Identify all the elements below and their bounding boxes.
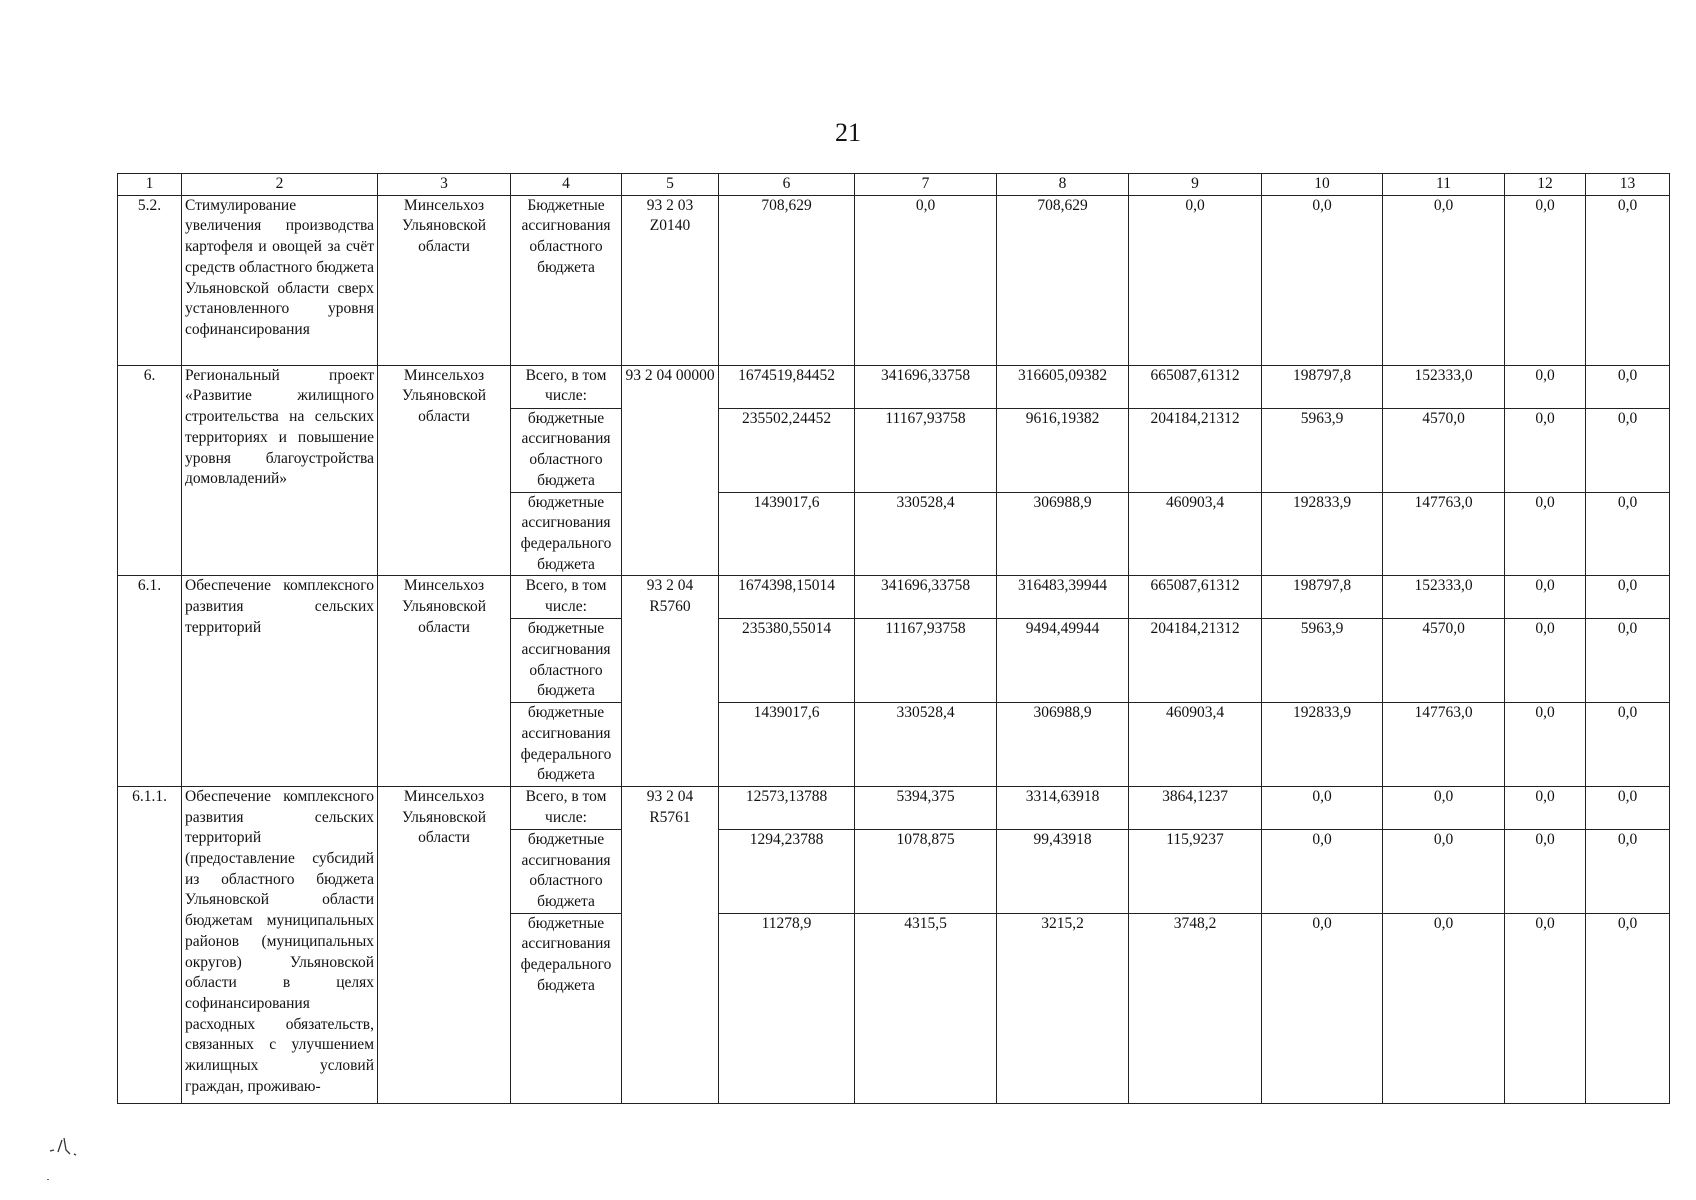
funding-source: бюджетные ассигнования областного бюджета [511,619,622,703]
value-cell: 708,629 [997,195,1129,365]
value-cell: 235380,55014 [719,619,855,703]
value-cell: 0,0 [855,195,997,365]
value-cell: 460903,4 [1129,703,1262,787]
value-cell: 0,0 [1505,703,1586,787]
header-cell: 11 [1383,174,1505,196]
value-cell: 341696,33758 [855,365,997,408]
funding-source: бюджетные ассигнования федерального бюджета [511,703,622,787]
value-cell: 0,0 [1262,195,1383,365]
header-cell: 1 [118,174,182,196]
value-cell: 147763,0 [1383,492,1505,576]
budget-code: 93 2 04 00000 [622,365,719,576]
value-cell: 665087,61312 [1129,365,1262,408]
value-cell: 4570,0 [1383,619,1505,703]
header-cell: 5 [622,174,719,196]
funding-source: Всего, в том числе: [511,576,622,619]
value-cell: 0,0 [1383,913,1505,1103]
value-cell: 0,0 [1586,195,1670,365]
row-number-text: 6.1. [137,577,162,595]
header-cell: 13 [1586,174,1670,196]
value-cell: 1078,875 [855,829,997,913]
value-cell: 0,0 [1586,703,1670,787]
value-cell: 4315,5 [855,913,997,1103]
funding-source: Всего, в том числе: [511,786,622,829]
funding-source: бюджетные ассигнования областного бюджета [511,408,622,492]
row-executor-text: Минсельхоз Ульяновской области [401,787,487,847]
value-cell: 306988,9 [997,703,1129,787]
table-row [118,576,1670,619]
value-cell: 192833,9 [1262,492,1383,576]
value-cell: 9494,49944 [997,619,1129,703]
value-cell: 330528,4 [855,703,997,787]
value-cell: 9616,19382 [997,408,1129,492]
value-cell: 152333,0 [1383,576,1505,619]
signature-mark [40,1110,100,1180]
value-cell: 152333,0 [1383,365,1505,408]
table-row [118,365,1670,408]
value-cell: 0,0 [1586,492,1670,576]
value-cell: 198797,8 [1262,576,1383,619]
row-number [118,786,182,1103]
value-cell: 0,0 [1505,619,1586,703]
row-executor-text: Минсельхоз Ульяновской области [401,366,487,426]
value-cell: 460903,4 [1129,492,1262,576]
value-cell: 0,0 [1586,576,1670,619]
value-cell: 11167,93758 [855,619,997,703]
budget-code: 93 2 04 R5761 [622,786,719,1103]
value-cell: 330528,4 [855,492,997,576]
funding-source: бюджетные ассигнования федерального бюджета [511,492,622,576]
value-cell: 4570,0 [1383,408,1505,492]
funding-source: Всего, в том числе: [511,365,622,408]
value-cell: 5963,9 [1262,619,1383,703]
header-cell: 4 [511,174,622,196]
value-cell: 12573,13788 [719,786,855,829]
value-cell: 665087,61312 [1129,576,1262,619]
value-cell: 0,0 [1586,408,1670,492]
value-cell: 0,0 [1505,408,1586,492]
funding-source: Бюджетные ассигнования областного бюджета [511,195,622,365]
header-row [118,174,1670,196]
value-cell: 99,43918 [997,829,1129,913]
row-name [182,195,378,365]
value-cell: 0,0 [1586,619,1670,703]
value-cell: 3748,2 [1129,913,1262,1103]
header-cell: 3 [378,174,511,196]
value-cell: 11278,9 [719,913,855,1103]
value-cell: 147763,0 [1383,703,1505,787]
value-cell: 198797,8 [1262,365,1383,408]
value-cell: 3314,63918 [997,786,1129,829]
row-name-text: Обеспечение комплексного развития сельских территорий [185,577,374,636]
value-cell: 0,0 [1505,913,1586,1103]
value-cell: 1674519,84452 [719,365,855,408]
value-cell: 0,0 [1586,786,1670,829]
value-cell: 0,0 [1505,829,1586,913]
value-cell: 0,0 [1383,829,1505,913]
value-cell: 5394,375 [855,786,997,829]
value-cell: 204184,21312 [1129,408,1262,492]
value-cell: 0,0 [1505,492,1586,576]
row-executor [378,365,511,576]
row-name-text: Обеспечение комплексного развития сельских территорий (предоставление субсидий из областного бюджета Ульяновской области бюджетам муниципальных районов (муниципальных округов) Ульяновской области в целях софинансирования расходных обязательств, связанных с улучшением жилищных условий граждан, проживаю- [185,787,374,1095]
row-executor [378,576,511,787]
header-cell: 12 [1505,174,1586,196]
value-cell: 0,0 [1383,195,1505,365]
value-cell: 0,0 [1586,365,1670,408]
value-cell: 708,629 [719,195,855,365]
header-cell: 8 [997,174,1129,196]
row-executor-text: Минсельхоз Ульяновской области [401,577,487,636]
value-cell: 0,0 [1505,365,1586,408]
row-number [118,576,182,787]
table-row [118,786,1670,829]
value-cell: 316483,39944 [997,576,1129,619]
value-cell: 5963,9 [1262,408,1383,492]
value-cell: 3215,2 [997,913,1129,1103]
value-cell: 0,0 [1262,829,1383,913]
header-cell: 10 [1262,174,1383,196]
value-cell: 0,0 [1586,913,1670,1103]
row-name-text: Региональный проект «Развитие жилищного строительства на сельских территориях и повышение уровня благоустройства домовладений» [185,366,374,488]
value-cell: 1439017,6 [719,703,855,787]
row-name [182,576,378,787]
value-cell: 115,9237 [1129,829,1262,913]
value-cell: 204184,21312 [1129,619,1262,703]
header-cell: 7 [855,174,997,196]
funding-source: бюджетные ассигнования федерального бюджета [511,913,622,1103]
value-cell: 192833,9 [1262,703,1383,787]
header-cell: 9 [1129,174,1262,196]
row-number [118,195,182,365]
row-number [118,365,182,576]
value-cell: 0,0 [1505,195,1586,365]
row-executor [378,786,511,1103]
value-cell: 306988,9 [997,492,1129,576]
value-cell: 341696,33758 [855,576,997,619]
value-cell: 1674398,15014 [719,576,855,619]
row-number-text: 6. [143,366,156,384]
value-cell: 0,0 [1129,195,1262,365]
budget-table [117,173,1670,1104]
value-cell: 0,0 [1262,913,1383,1103]
header-cell: 6 [719,174,855,196]
budget-code: 93 2 03 Z0140 [622,195,719,365]
row-name [182,365,378,576]
value-cell: 11167,93758 [855,408,997,492]
value-cell: 0,0 [1262,786,1383,829]
budget-code: 93 2 04 R5760 [622,576,719,787]
value-cell: 235502,24452 [719,408,855,492]
value-cell: 0,0 [1383,786,1505,829]
value-cell: 3864,1237 [1129,786,1262,829]
page-number: 21 [835,118,861,147]
value-cell: 316605,09382 [997,365,1129,408]
value-cell: 1294,23788 [719,829,855,913]
value-cell: 1439017,6 [719,492,855,576]
row-number-text: 6.1.1. [132,787,167,805]
row-name [182,786,378,1103]
row-number-text: 5.2. [137,196,162,214]
funding-source: бюджетные ассигнования областного бюджета [511,829,622,913]
value-cell: 0,0 [1505,576,1586,619]
row-executor [378,195,511,365]
value-cell: 0,0 [1586,829,1670,913]
row-name-text: Стимулирование увеличения производства картофеля и овощей за счёт средств областного бюджета Ульяновской области сверх установленного уровня софинансирования [185,196,374,338]
table-row [118,195,1670,365]
row-executor-text: Минсельхоз Ульяновской области [401,196,487,256]
value-cell: 0,0 [1505,786,1586,829]
header-cell: 2 [182,174,378,196]
